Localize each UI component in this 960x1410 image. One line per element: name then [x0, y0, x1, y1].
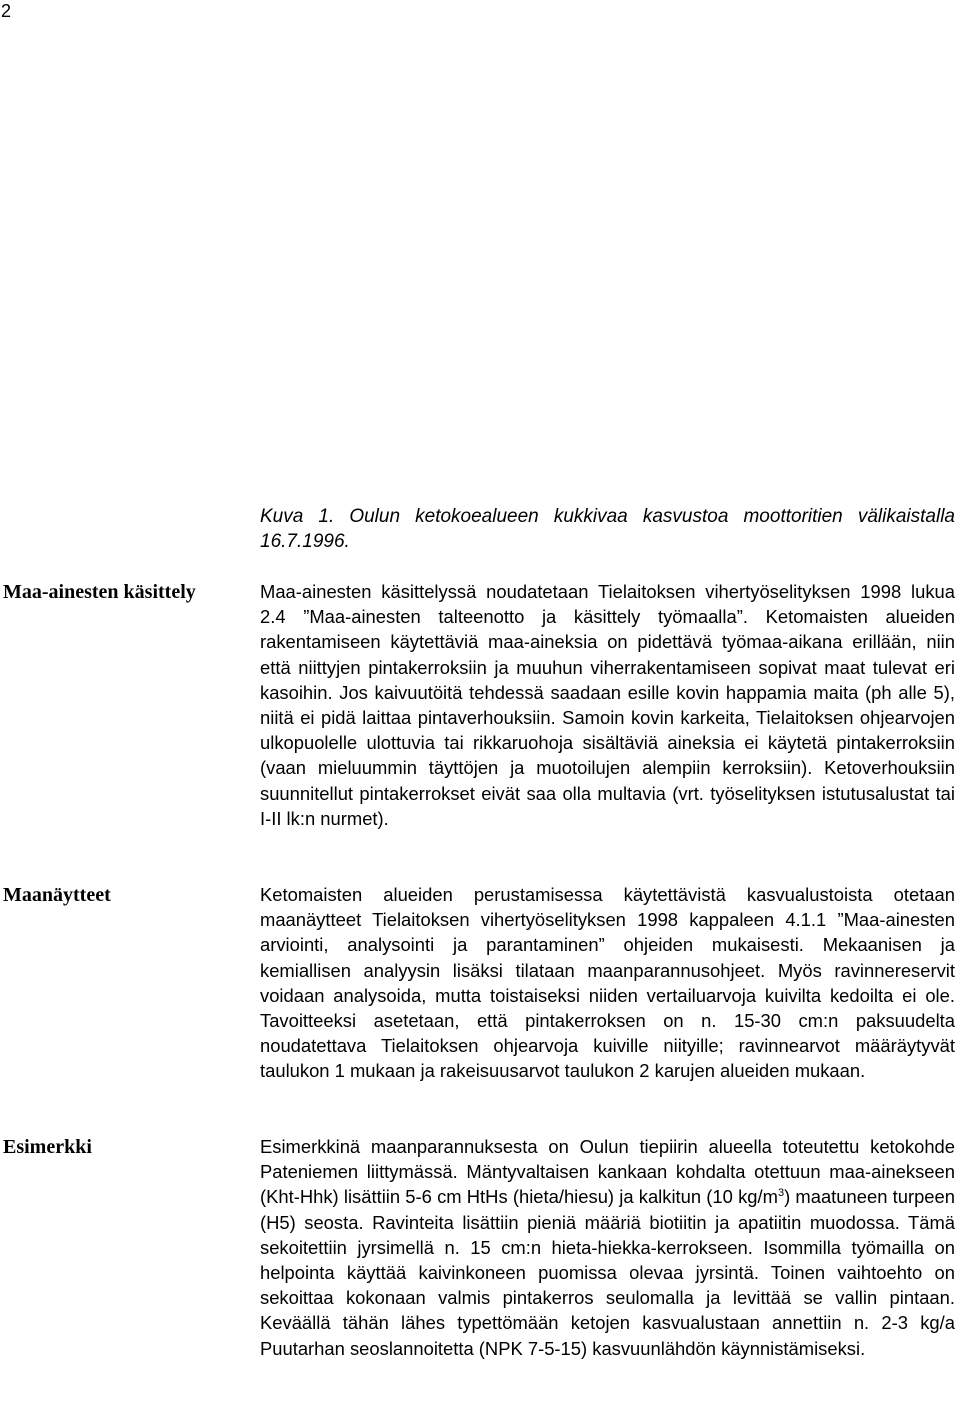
figure-caption: Kuva 1. Oulun ketokoealueen kukkivaa kasvustoa moottoritien välikaistalla 16.7.1996. [260, 506, 955, 552]
section-heading-maa-ainesten-kasittely: Maa-ainesten käsittely [3, 581, 196, 603]
page-number: 2 [1, 1, 12, 21]
section-text-esimerkki [260, 1134, 955, 1361]
section-text-maa-ainesten-kasittely: Maa-ainesten käsittelyssä noudatetaan Tielaitoksen vihertyöselityksen 1998 lukua 2.4 ”Maa-ainesten talteenotto ja käsittely työmaalla”. Ketomaisten alueiden rakentamiseen käytettäviä maa-aineksia on pidettävä työmaa-aikana erillään, niin että niittyjen pintakerroksiin ja muuhun viherrakentamiseen sopivat maat tulevat eri kasoihin. Jos kaivuutöitä tehdessä saadaan esille kovin happamia maita (ph alle 5), niitä ei pidä laittaa pintaverhouksiin. Samoin kovin karkeita, Tielaitoksen ohjearvojen ulkopuolelle ulottuvia tai rikkaruohoja sisältäviä aineksia ei käytetä pintakerroksiin (vaan mieluummin täyttöjen ja muotoilujen alempiin kerroksiin). Ketoverhouksiin suunnitellut pintakerrokset eivät saa olla multavia (vrt. työselityksen istutusalustat tai I-II lk:n nurmet). [260, 581, 955, 829]
section-heading-esimerkki: Esimerkki [3, 1136, 92, 1158]
section-heading-maanaytteet: Maanäytteet [3, 884, 111, 906]
cubic-superscript: 3 [777, 1187, 785, 1200]
section-text-maanaytteet: Ketomaisten alueiden perustamisessa käytettävistä kasvualustoista otetaan maanäytteet Tielaitoksen vihertyöselityksen 1998 kappaleen 4.1.1 ”Maa-ainesten arviointi, analysointi ja parantaminen” ohjeiden mukaisesti. Mekaanisen ja kemiallisen analyysin lisäksi tilataan maanparannusohjeet. Myös ravinnereservit voidaan analysoida, mutta toistaiseksi niiden vertailuarvoja kuivilta kedoilta ei ole. Tavoitteeksi asetetaan, että pintakerroksen on n. 15-30 cm:n paksuudelta noudatettava Tielaitoksen ohjearvoja kuiville niityille; ravinnearvot määräytyvät taulukon 1 mukaan ja rakeisuusarvot taulukon 2 karujen alueiden mukaan. [260, 884, 955, 1082]
esimerkki-text-part-2: ) maatuneen turpeen (H5) seosta. Ravinteita lisättiin pieniä määriä biotiitin ja apatiitin muodossa. Tämä sekoitettiin jyrsimellä n. 15 cm:n hieta-hiekka-kerrokseen. Isommilla työmailla on helpointa käyttää kaivinkoneen puomissa olevaa jyrsintä. Toinen vaihtoehto on sekoittaa kokonaan valmis pintakerros seulomalla ja levittää se vallin pintaan. Keväällä tähän lähes typettömään ketojen kasvualustaan annettiin n. 2-3 kg/a Puutarhan seoslannoitetta (NPK 7-5-15) kasvuunlähdön käynnistämiseksi. [260, 1186, 955, 1359]
esimerkki-text-part-1: Esimerkkinä maanparannuksesta on Oulun tiepiirin alueella toteutettu ketokohde Pateniemen liittymässä. Mäntyvaltaisen kankaan kohdalta otettuun maa-ainekseen (Kht-Hhk) lisättiin 5-6 cm HtHs (hieta/hiesu) ja kalkitun (10 kg/m [260, 1136, 955, 1208]
